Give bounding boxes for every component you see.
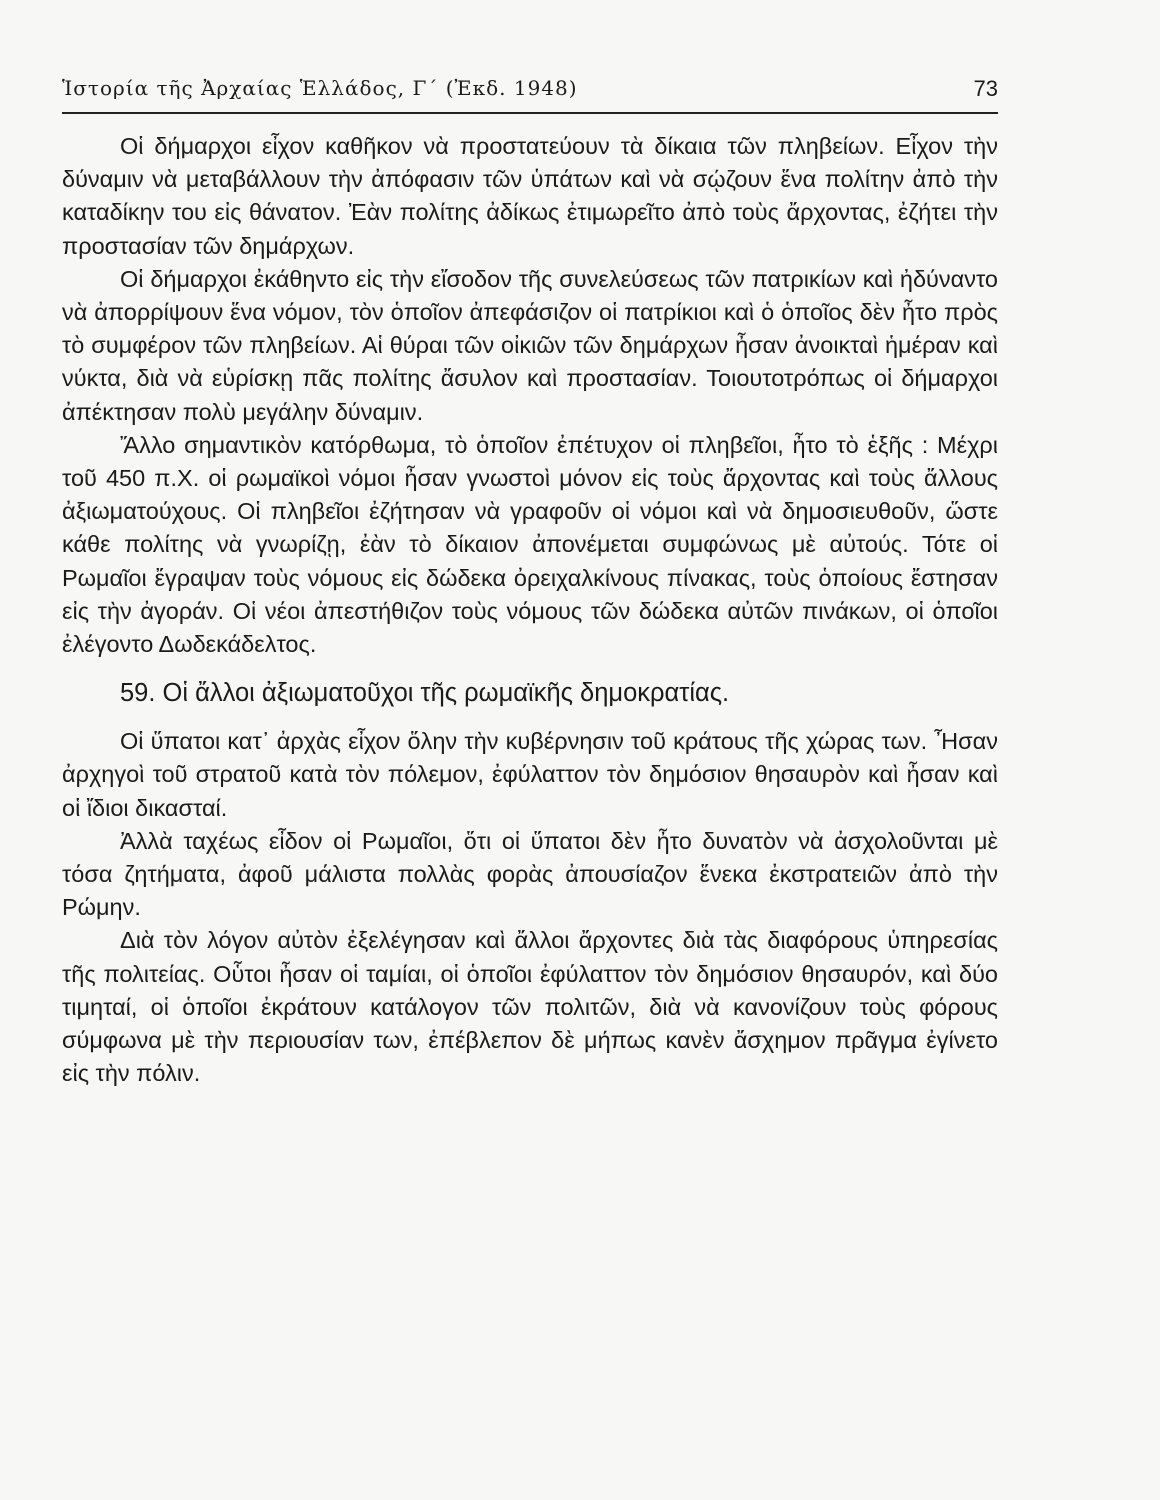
paragraph-quaestors-censors: Διὰ τὸν λόγον αὐτὸν ἐξελέγησαν καὶ ἄλλοι ἄρχοντες διὰ τὰς διαφόρους ὑπηρεσίας τῆς πολιτείας. Οὗτοι ἦσαν οἱ ταμίαι, οἱ ὁποῖοι ἐφύλαττον τὸν δημόσιον θησαυρόν, καὶ δύο τιμηταί, οἱ ὁποῖοι ἐκράτουν κατάλογον τῶν πολιτῶν, διὰ νὰ κανονίζουν τοὺς φόρους σύμφωνα μὲ τὴν περιουσίαν των, ἐπέβλεπον δὲ μήπως κανὲν ἄσχημον πρᾶγμα ἐγίνετο εἰς τὴν πόλιν.	[62, 927, 998, 1087]
page-number: 73	[973, 76, 998, 101]
section-heading: 59. Οἱ ἄλλοι ἀξιωματοῦχοι τῆς ρωμαϊκῆς δημοκρατίας.	[120, 679, 730, 708]
paragraph-consuls-burden: Ἀλλὰ ταχέως εἶδον οἱ Ρωμαῖοι, ὅτι οἱ ὕπατοι δὲν ἦτο δυνατὸν νὰ ἀσχολοῦνται μὲ τόσα ζητήματα, ἀφοῦ μάλιστα πολλὰς φορὰς ἀπουσίαζον ἕνεκα ἐκστρατειῶν ἀπὸ τὴν Ρώμην.	[62, 827, 998, 921]
body-text	[62, 130, 998, 1090]
paragraph-twelve-tables: Ἄλλο σημαντικὸν κατόρθωμα, τὸ ὁποῖον ἐπέτυχον οἱ πληβεῖοι, ἦτο τὸ ἑξῆς : Μέχρι τοῦ 450 π.Χ. οἱ ρωμαϊκοὶ νόμοι ἦσαν γνωστοὶ μόνον εἰς τοὺς ἄρχοντας καὶ τοὺς ἄλλους ἀξιωματούχους. Οἱ πληβεῖοι ἐζήτησαν νὰ γραφοῦν οἱ νόμοι καὶ νὰ δημοσιευθοῦν, ὥστε κάθε πολίτης νὰ γνωρίζῃ, ἐὰν τὸ δίκαιον ἀπονέμεται συμφώνως μὲ αὐτούς. Τότε οἱ Ρωμαῖοι ἔγραψαν τοὺς νόμους εἰς δώδεκα ὀρειχαλκίνους πίνακας, τοὺς ὁποίους ἔστησαν εἰς τὴν ἀγοράν. Οἱ νέοι ἀπεστήθιζον τοὺς νόμους τῶν δώδεκα αὐτῶν πινάκων, οἱ ὁποῖοι ἐλέγοντο Δωδεκάδελτος.	[62, 431, 998, 658]
page-header	[62, 72, 998, 112]
paragraph-tribunes-powers: Οἱ δήμαρχοι ἐκάθηντο εἰς τὴν εἴσοδον τῆς συνελεύσεως τῶν πατρικίων καὶ ἠδύναντο νὰ ἀπορρίψουν ἕνα νόμον, τὸν ὁποῖον ἀπεφάσιζον οἱ πατρίκιοι καὶ ὁ ὁποῖος δὲν ἦτο πρὸς τὸ συμφέρον τῶν πληβείων. Αἱ θύραι τῶν οἰκιῶν τῶν δημάρχων ἦσαν ἀνοικταὶ ἡμέραν καὶ νύκτα, διὰ νὰ εὑρίσκῃ πᾶς πολίτης ἄσυλον καὶ προστασίαν. Τοιουτοτρόπως οἱ δήμαρχοι ἀπέκτησαν πολὺ μεγάλην δύναμιν.	[62, 265, 998, 425]
paragraph-tribunes-duties: Οἱ δήμαρχοι εἶχον καθῆκον νὰ προστατεύουν τὰ δίκαια τῶν πληβείων. Εἶχον τὴν δύναμιν νὰ μεταβάλλουν τὴν ἀπόφασιν τῶν ὑπάτων καὶ νὰ σῴζουν ἕνα πολίτην ἀπὸ τὴν καταδίκην του εἰς θάνατον. Ἐὰν πολίτης ἀδίκως ἐτιμωρεῖτο ἀπὸ τοὺς ἄρχοντας, ἐζήτει τὴν προστασίαν τῶν δημάρχων.	[62, 133, 998, 259]
header-rule	[62, 112, 998, 114]
paragraph-consuls: Οἱ ὕπατοι κατ᾽ ἀρχὰς εἶχον ὅλην τὴν κυβέρνησιν τοῦ κράτους τῆς χώρας των. Ἦσαν ἀρχηγοὶ τοῦ στρατοῦ κατὰ τὸν πόλεμον, ἐφύλαττον τὸν δημόσιον θησαυρὸν καὶ ἦσαν καὶ οἱ ἴδιοι δικασταί.	[62, 728, 998, 821]
running-title: Ἱστορία τῆς Ἀρχαίας Ἑλλάδος, Γ΄ (Ἐκδ. 1948)	[62, 76, 578, 100]
